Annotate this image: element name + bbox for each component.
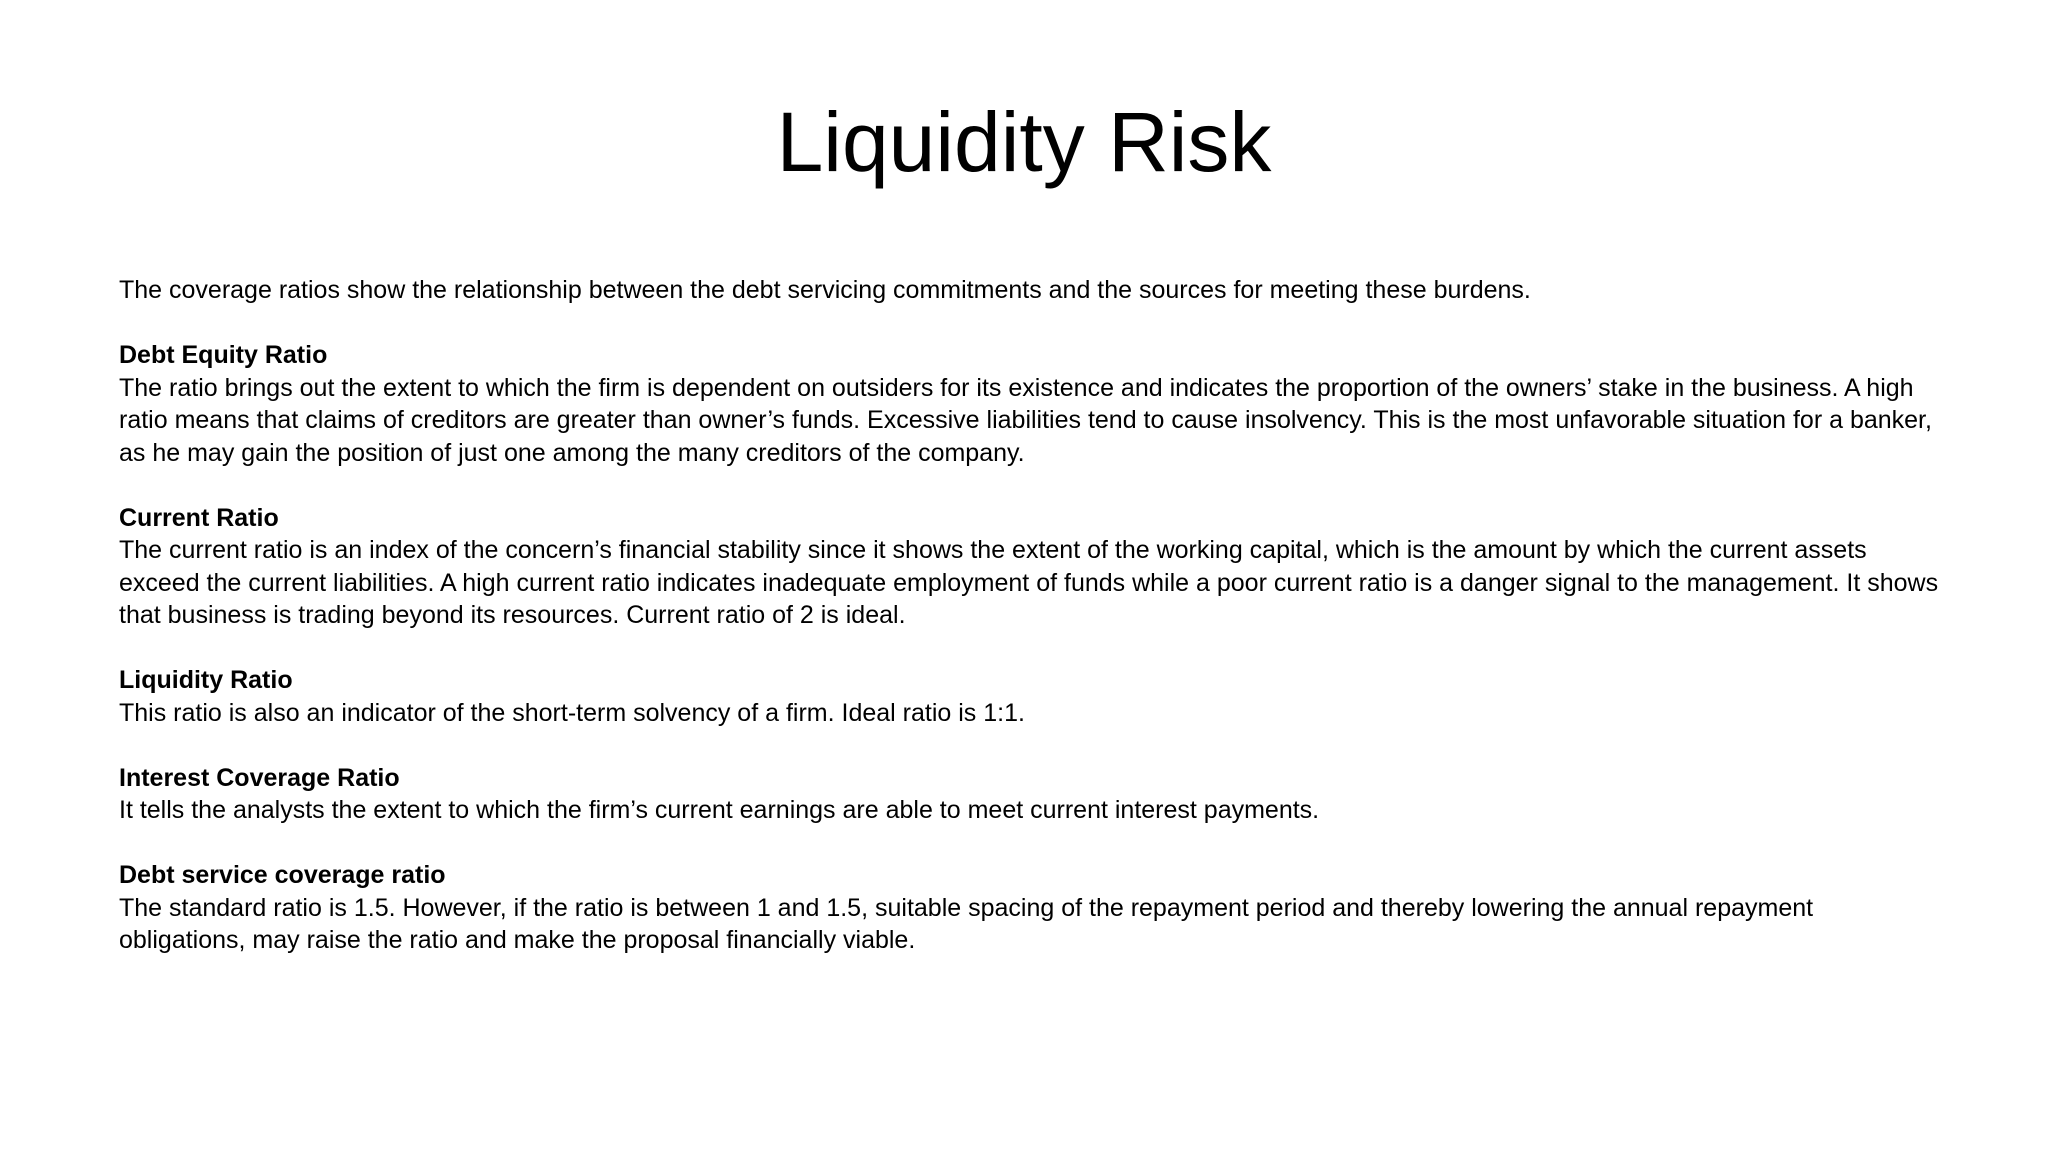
slide-content: [119, 274, 1939, 957]
section-heading: Debt service coverage ratio: [119, 861, 446, 889]
slide-title: Liquidity Risk: [776, 95, 1272, 189]
section-body: This ratio is also an indicator of the short-term solvency of a firm. Ideal ratio is 1:1.: [119, 698, 1025, 727]
section-body: The standard ratio is 1.5. However, if the ratio is between 1 and 1.5, suitable spacing of the repayment period and thereby lowering the annual repayment obligations, may raise the ratio and make the proposal financially viable.: [119, 893, 1814, 954]
section-heading: Interest Coverage Ratio: [119, 763, 400, 792]
section-body: The ratio brings out the extent to which the firm is dependent on outsiders for its existence and indicates the proportion of the owners’ stake in the business. A high ratio means that claims of creditors are greater than owner’s funds. Excessive liabilities tend to cause insolvency. This is the most unfavorable situation for a banker, as he may gain the position of just one among the many creditors of the company.: [119, 373, 1932, 467]
section-liquidity-ratio: [119, 664, 1939, 729]
section-interest-coverage-ratio: [119, 762, 1939, 827]
section-heading: Current Ratio: [119, 503, 279, 532]
section-debt-equity-ratio: [119, 339, 1939, 469]
intro-paragraph: The coverage ratios show the relationship between the debt servicing commitments and the sources for meeting these burdens.: [119, 276, 1531, 304]
section-body: The current ratio is an index of the concern’s financial stability since it shows the extent of the working capital, which is the amount by which the current assets exceed the current liabilities. A high current ratio indicates inadequate employment of funds while a poor current ratio is a danger signal to the management. It shows that business is trading beyond its resources. Current ratio of 2 is ideal.: [119, 536, 1939, 629]
section-debt-service-coverage-ratio: [119, 859, 1939, 957]
section-heading: Liquidity Ratio: [119, 666, 293, 694]
section-heading: Debt Equity Ratio: [119, 341, 328, 369]
section-current-ratio: [119, 502, 1939, 632]
section-body: It tells the analysts the extent to which the firm’s current earnings are able to meet current interest payments.: [119, 796, 1320, 824]
